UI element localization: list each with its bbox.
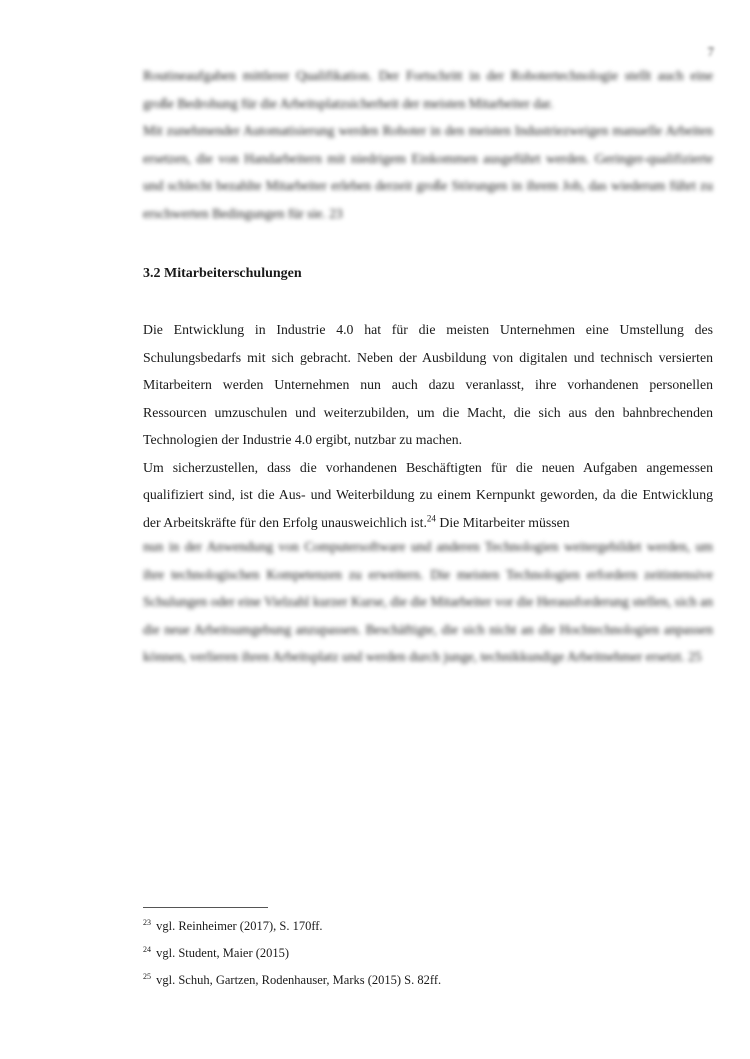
body-paragraph: Die Entwicklung in Industrie 4.0 hat für die meisten Unternehmen eine Umstellung des Schulungsbedarfs mit sich gebracht. Neben der Ausbildung von digitalen und technisch versierten Mitarbeitern werden Unternehmen nun auch dazu veranlasst, ihre vorhandenen personellen Ressourcen umzuschulen und weiterzubilden, um die Macht, die sich aus den bahnbrechenden Technologien der Industrie 4.0 ergibt, nutzbar zu machen.	[143, 322, 713, 447]
page-number: 7	[707, 44, 714, 59]
footnote-text: vgl. Reinheimer (2017), S. 170ff.	[156, 919, 323, 933]
body-paragraph	[143, 454, 713, 537]
footnote-number: 23	[143, 917, 151, 927]
blurred-paragraph: nun in der Anwendung von Computersoftware und anderen Technologien weitergebildet werden, um ihre technologischen Kompetenzen zu erweitern. Die meisten Technologien erfordern zeitintensive Schulungen oder eine Vielzahl kurzer Kurse, die die Mitarbeiter vor die Herausforderung stellen, sich an die neue Arbeitsumgebung anzupassen. Beschäftigte, die sich nicht an die Hochtechnologien anpassen können, verlieren ihren Arbeitsplatz und werden durch junge, technikkundige Arbeitnehmer ersetzt. 25	[143, 539, 713, 664]
footnote-text: vgl. Schuh, Gartzen, Rodenhauser, Marks (2015) S. 82ff.	[156, 973, 442, 987]
footnote	[143, 916, 713, 942]
footnote-number: 25	[143, 971, 151, 981]
footnote	[143, 943, 713, 969]
footnote-text: vgl. Student, Maier (2015)	[156, 946, 290, 960]
body-paragraph-text: Um sicherzustellen, dass die vorhandenen Beschäftigten für die neuen Aufgaben angemessen qualifiziert sind, ist die Aus- und Weiterbildung zu einem Kernpunkt geworden, da die Entwicklung der Arbeitskräfte für den Erfolg unausweichlich ist.	[143, 459, 713, 530]
body-paragraph-tail: Die Mitarbeiter müssen	[435, 514, 570, 530]
footnote	[143, 970, 713, 996]
blurred-paragraph: Mit zunehmender Automatisierung werden Roboter in den meisten Industriezweigen manuelle Arbeiten ersetzen, die von Handarbeitern mit niedrigem Einkommen ausgeführt werden. Geringer-qualifizierte und schlecht bezahlte Mitarbeiter erleben derzeit große Störungen in ihrem Job, das wiederum führt zu erschwerten Bedingungen für sie. 23	[143, 123, 713, 221]
footnote-divider	[143, 907, 268, 908]
footnote-number: 24	[143, 944, 151, 954]
blurred-text-bottom	[143, 533, 713, 671]
section-heading: 3.2 Mitarbeiterschulungen	[143, 266, 302, 281]
footnotes	[143, 916, 713, 997]
footnote-ref: 24	[426, 512, 436, 523]
section-body	[143, 316, 713, 536]
blurred-text-top	[143, 62, 713, 227]
blurred-paragraph: Routineaufgaben mittlerer Qualifikation. Der Fortschritt in der Robotertechnologie stellt auch eine große Bedrohung für die Arbeitsplatzsicherheit der meisten Mitarbeiter dar.	[143, 68, 713, 111]
